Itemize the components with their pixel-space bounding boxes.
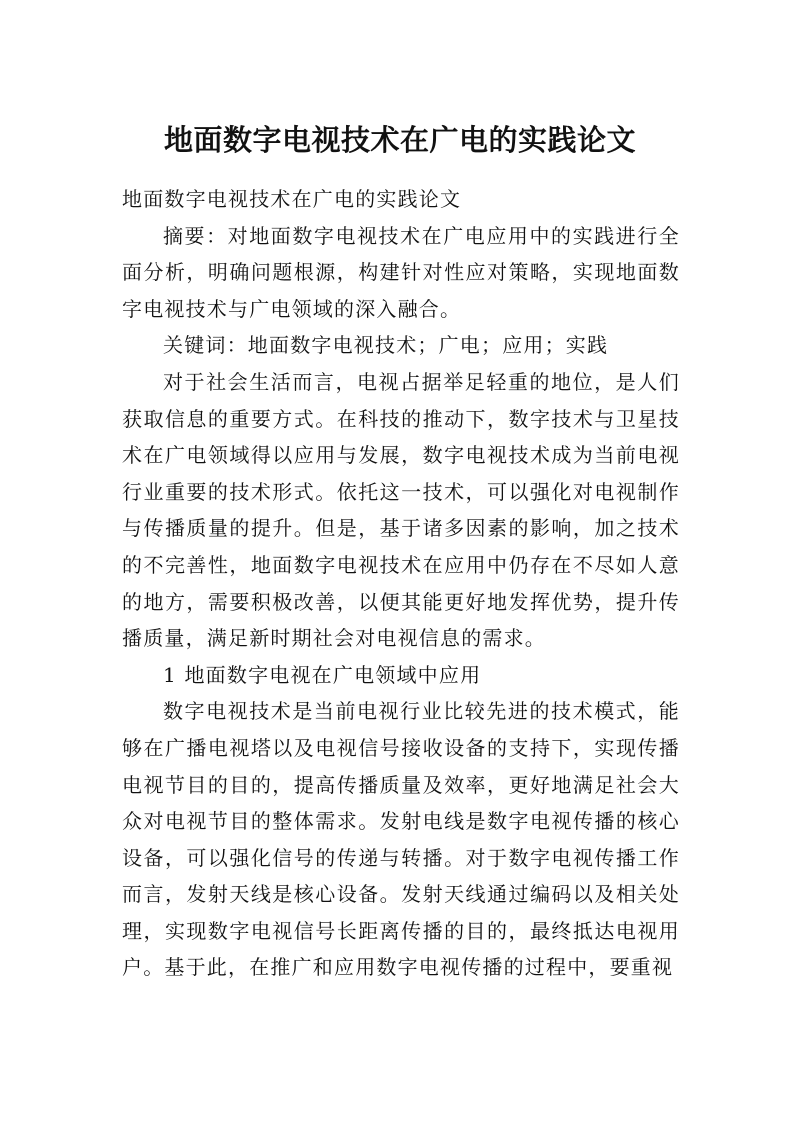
document-title: 地面数字电视技术在广电的实践论文 (163, 123, 636, 158)
paragraph-abstract: 摘要：对地面数字电视技术在广电应用中的实践进行全面分析，明确问题根源，构建针对性应对策略，实现地面数字电视技术与广电领域的深入融合。 (122, 223, 680, 321)
section-heading: 1 地面数字电视在广电领域中应用 (163, 662, 482, 687)
paragraph-keywords: 关键词：地面数字电视技术；广电；应用；实践 (163, 333, 609, 358)
paragraph-section-1: 数字电视技术是当前电视行业比较先进的技术模式，能够在广播电视塔以及电视信号接收设备的支持下，实现传播电视节目的目的，提高传播质量及效率，更好地满足社会大众对电视节目的整体需求。发射电线是数字电视传播的核心设备，可以强化信号的传递与转播。对于数字电视传播工作而言，发射天线是核心设备。发射天线通过编码以及相关处理，实现数字电视信号长距离传播的目的，最终抵达电视用户。基于此，在推广和应用数字电视传播的过程中，要重视 (122, 699, 680, 980)
paragraph-subtitle: 地面数字电视技术在广电的实践论文 (122, 187, 462, 211)
document-body (122, 181, 680, 986)
paragraph-intro: 对于社会生活而言，电视占据举足轻重的地位，是人们获取信息的重要方式。在科技的推动下，数字技术与卫星技术在广电领域得以应用与发展，数字电视技术成为当前电视行业重要的技术形式。依托这一技术，可以强化对电视制作与传播质量的提升。但是，基于诸多因素的影响，加之技术的不完善性，地面数字电视技术在应用中仍存在不尽如人意的地方，需要积极改善，以便其能更好地发挥优势，提升传播质量，满足新时期社会对电视信息的需求。 (122, 369, 680, 651)
